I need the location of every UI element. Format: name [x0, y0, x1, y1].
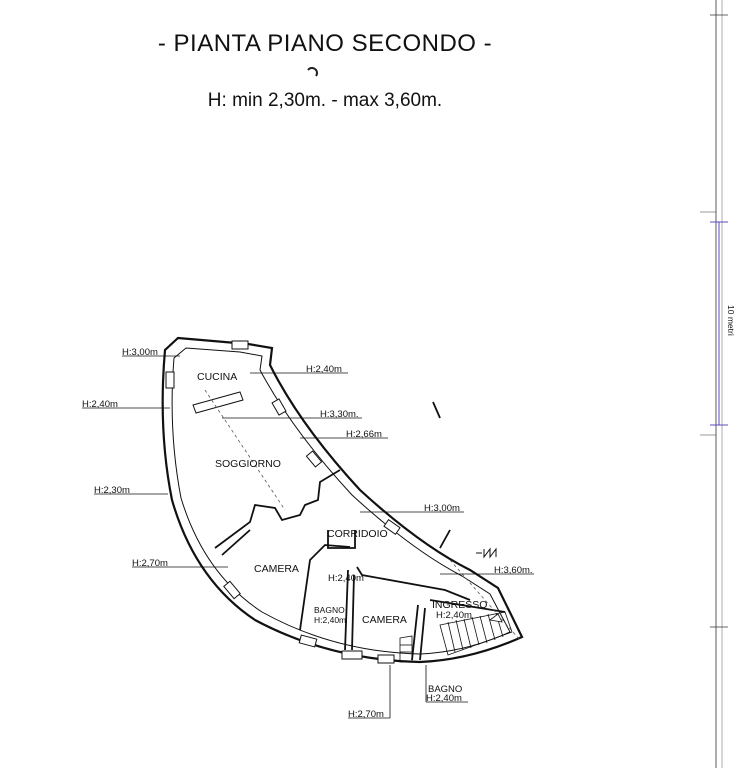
scale-label: 10 metri [726, 305, 736, 336]
scale-bar [700, 0, 728, 768]
room-label-corridoio: CORRIDOIO [327, 528, 388, 540]
height-label: H:3,00m [122, 347, 158, 358]
height-label: H:2,70m [132, 558, 168, 569]
room-label-soggiorno: SOGGIORNO [215, 458, 281, 470]
height-label: H:3,00m [424, 503, 460, 514]
height-label: H:2,40m [306, 364, 342, 375]
room-height-bagno-1: H:2,40m [314, 615, 347, 625]
height-label: H:2,40m [82, 399, 118, 410]
height-label: H:2,30m [94, 485, 130, 496]
room-label-ingresso: INGRESSO [432, 599, 488, 611]
room-label-bagno-2: BAGNO [428, 684, 463, 695]
north-mark-icon [308, 68, 317, 76]
room-label-cucina: CUCINA [197, 371, 238, 383]
room-label-bagno-1: BAGNO [314, 605, 345, 615]
room-height-ingresso: H:2,40m [436, 610, 472, 621]
room-label-camera-2: CAMERA [362, 614, 407, 626]
leader-lines [82, 356, 534, 718]
height-label: H:2,66m [346, 429, 382, 440]
room-label-camera-1: CAMERA [254, 563, 299, 575]
height-label: H:3,30m. [320, 409, 359, 420]
plan-title: - PIANTA PIANO SECONDO - [157, 30, 493, 57]
room-height-bagno-2: H:2,40m [426, 693, 462, 704]
north-arrow-icon [476, 549, 496, 557]
room-height-camera-2: H:2,40m [328, 573, 364, 584]
height-label: H:2,70m [348, 709, 384, 720]
plan-subtitle: H: min 2,30m. - max 3,60m. [207, 90, 443, 111]
height-label: H:3,60m. [494, 565, 533, 576]
